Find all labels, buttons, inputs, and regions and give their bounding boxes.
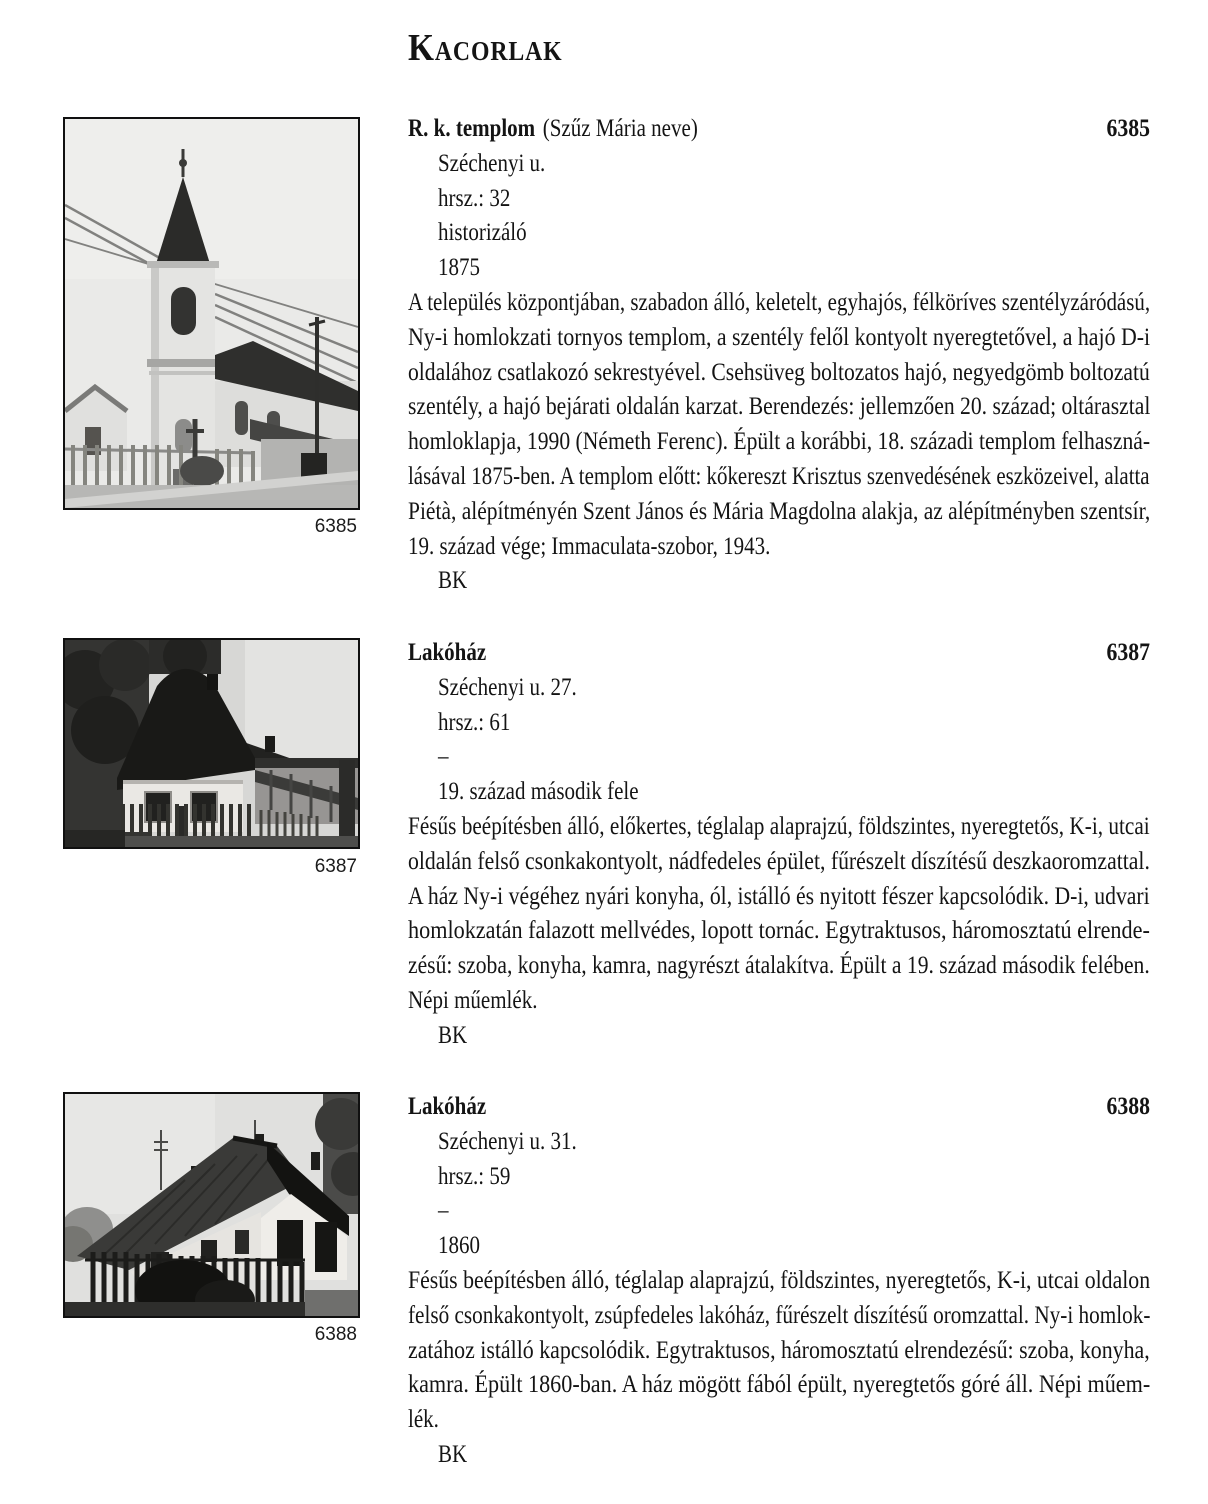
entry-title: R. k. templom	[408, 115, 536, 142]
entry-6387	[408, 636, 1150, 1054]
author-initials: BK	[438, 1021, 468, 1049]
entry-title: Lakóház	[408, 639, 487, 666]
photo-caption: 6388	[314, 1324, 357, 1345]
entry-heading	[408, 112, 1150, 147]
photo-house-6388	[63, 1092, 360, 1318]
entry-subtitle: (Szűz Mária neve)	[542, 115, 698, 142]
description-line: 19. század vége; Immaculata-szobor, 1943.	[408, 532, 771, 560]
description-line: zésű: szoba, konyha, kamra, nagyrészt átalakítva. Épült a 19. század második felében.	[408, 952, 1150, 980]
entry-6388	[408, 1090, 1150, 1473]
entry-style-period: –	[438, 1197, 449, 1225]
description-line: zatához istálló kapcsolódik. Egytraktusos, háromosztatú elrendezésű: szoba, konyha,	[408, 1336, 1150, 1364]
house-photo-image	[65, 640, 358, 847]
page-title	[408, 26, 584, 70]
description-line: Piétà, alépítményén Szent János és Mária Magdolna alakja, az alépítményben szentsír,	[408, 497, 1151, 525]
entry-number: 6388	[1106, 1093, 1150, 1120]
entry-address: Széchenyi u. 27.	[438, 673, 577, 701]
house-photo-image	[65, 1094, 358, 1316]
description-line: felső csonkakontyolt, zsúpfedeles lakóház, fűrészelt díszítésű oromzattal. Ny-i homlok-	[408, 1301, 1151, 1329]
entry-address: Széchenyi u.	[438, 149, 546, 177]
description-line: homlokzatán falazott mellvédes, lopott tornác. Egytraktusos, háromosztatú elrende-	[408, 917, 1150, 945]
entry-style-period: –	[438, 743, 449, 771]
description-line: lék.	[408, 1406, 439, 1434]
photo-caption: 6385	[314, 516, 357, 537]
photo-caption: 6387	[314, 856, 357, 877]
description-line: szentély, a hajó bejárati oldalán karzat. Berendezés: jellemzően 20. század; oltárasztal	[408, 393, 1151, 421]
entry-number: 6387	[1106, 639, 1150, 666]
description-line: lásával 1875-ben. A templom előtt: kőkereszt Krisztus szenvedésének eszközeivel, alatta	[408, 462, 1150, 490]
entry-title: Lakóház	[408, 1093, 487, 1120]
author-initials: BK	[438, 1440, 468, 1468]
description-line: Népi műemlék.	[408, 986, 538, 1014]
description-line: A ház Ny-i végéhez nyári konyha, ól, istálló és nyitott fészer kapcsolódik. D-i, udvari	[408, 882, 1150, 910]
entry-date: 1860	[438, 1232, 480, 1260]
entry-address: Széchenyi u. 31.	[438, 1127, 577, 1155]
description-line: oldalához csatlakozó sekrestyével. Csehsüveg boltozatos hajó, negyedgömb boltozatú	[408, 358, 1150, 386]
author-initials: BK	[438, 567, 468, 595]
entry-date: 19. század második fele	[438, 778, 639, 806]
entry-heading	[408, 636, 1150, 671]
church-photo-image	[65, 119, 358, 508]
entry-6385	[408, 112, 1150, 599]
photo-church-6385	[63, 117, 360, 510]
description-line: Fésűs beépítésben álló, előkertes, téglalap alaprajzú, földszintes, nyeregtetős, K-i, utcai	[408, 812, 1150, 840]
entry-style-period: historizáló	[438, 219, 527, 247]
entry-parcel: hrsz.: 61	[438, 708, 511, 736]
entry-date: 1875	[438, 254, 480, 282]
description-line: Ny-i homlokzati tornyos templom, a szentély felől kontyolt nyeregtetővel, a hajó D-i	[408, 323, 1151, 351]
description-line: homloklapja, 1990 (Németh Ferenc). Épült a korábbi, 18. századi templom felhaszná-	[408, 428, 1151, 456]
entry-parcel: hrsz.: 32	[438, 184, 511, 212]
entry-number: 6385	[1106, 115, 1150, 142]
page-title-text: Kacorlak	[408, 27, 563, 69]
entry-heading	[408, 1090, 1150, 1125]
photo-house-6387	[63, 638, 360, 849]
entry-parcel: hrsz.: 59	[438, 1162, 511, 1190]
description-line: A település központjában, szabadon álló, keletelt, egyhajós, félköríves szentélyzáródású,	[408, 288, 1151, 316]
description-line: oldalán felső csonkakontyolt, nádfedeles épület, fűrészelt díszítésű deszkaoromzattal.	[408, 847, 1150, 875]
description-line: kamra. Épült 1860-ban. A ház mögött fából épült, nyeregtetős góré áll. Népi műem-	[408, 1371, 1151, 1399]
description-line: Fésűs beépítésben álló, téglalap alaprajzú, földszintes, nyeregtetős, K-i, utcai oldalon	[408, 1266, 1151, 1294]
